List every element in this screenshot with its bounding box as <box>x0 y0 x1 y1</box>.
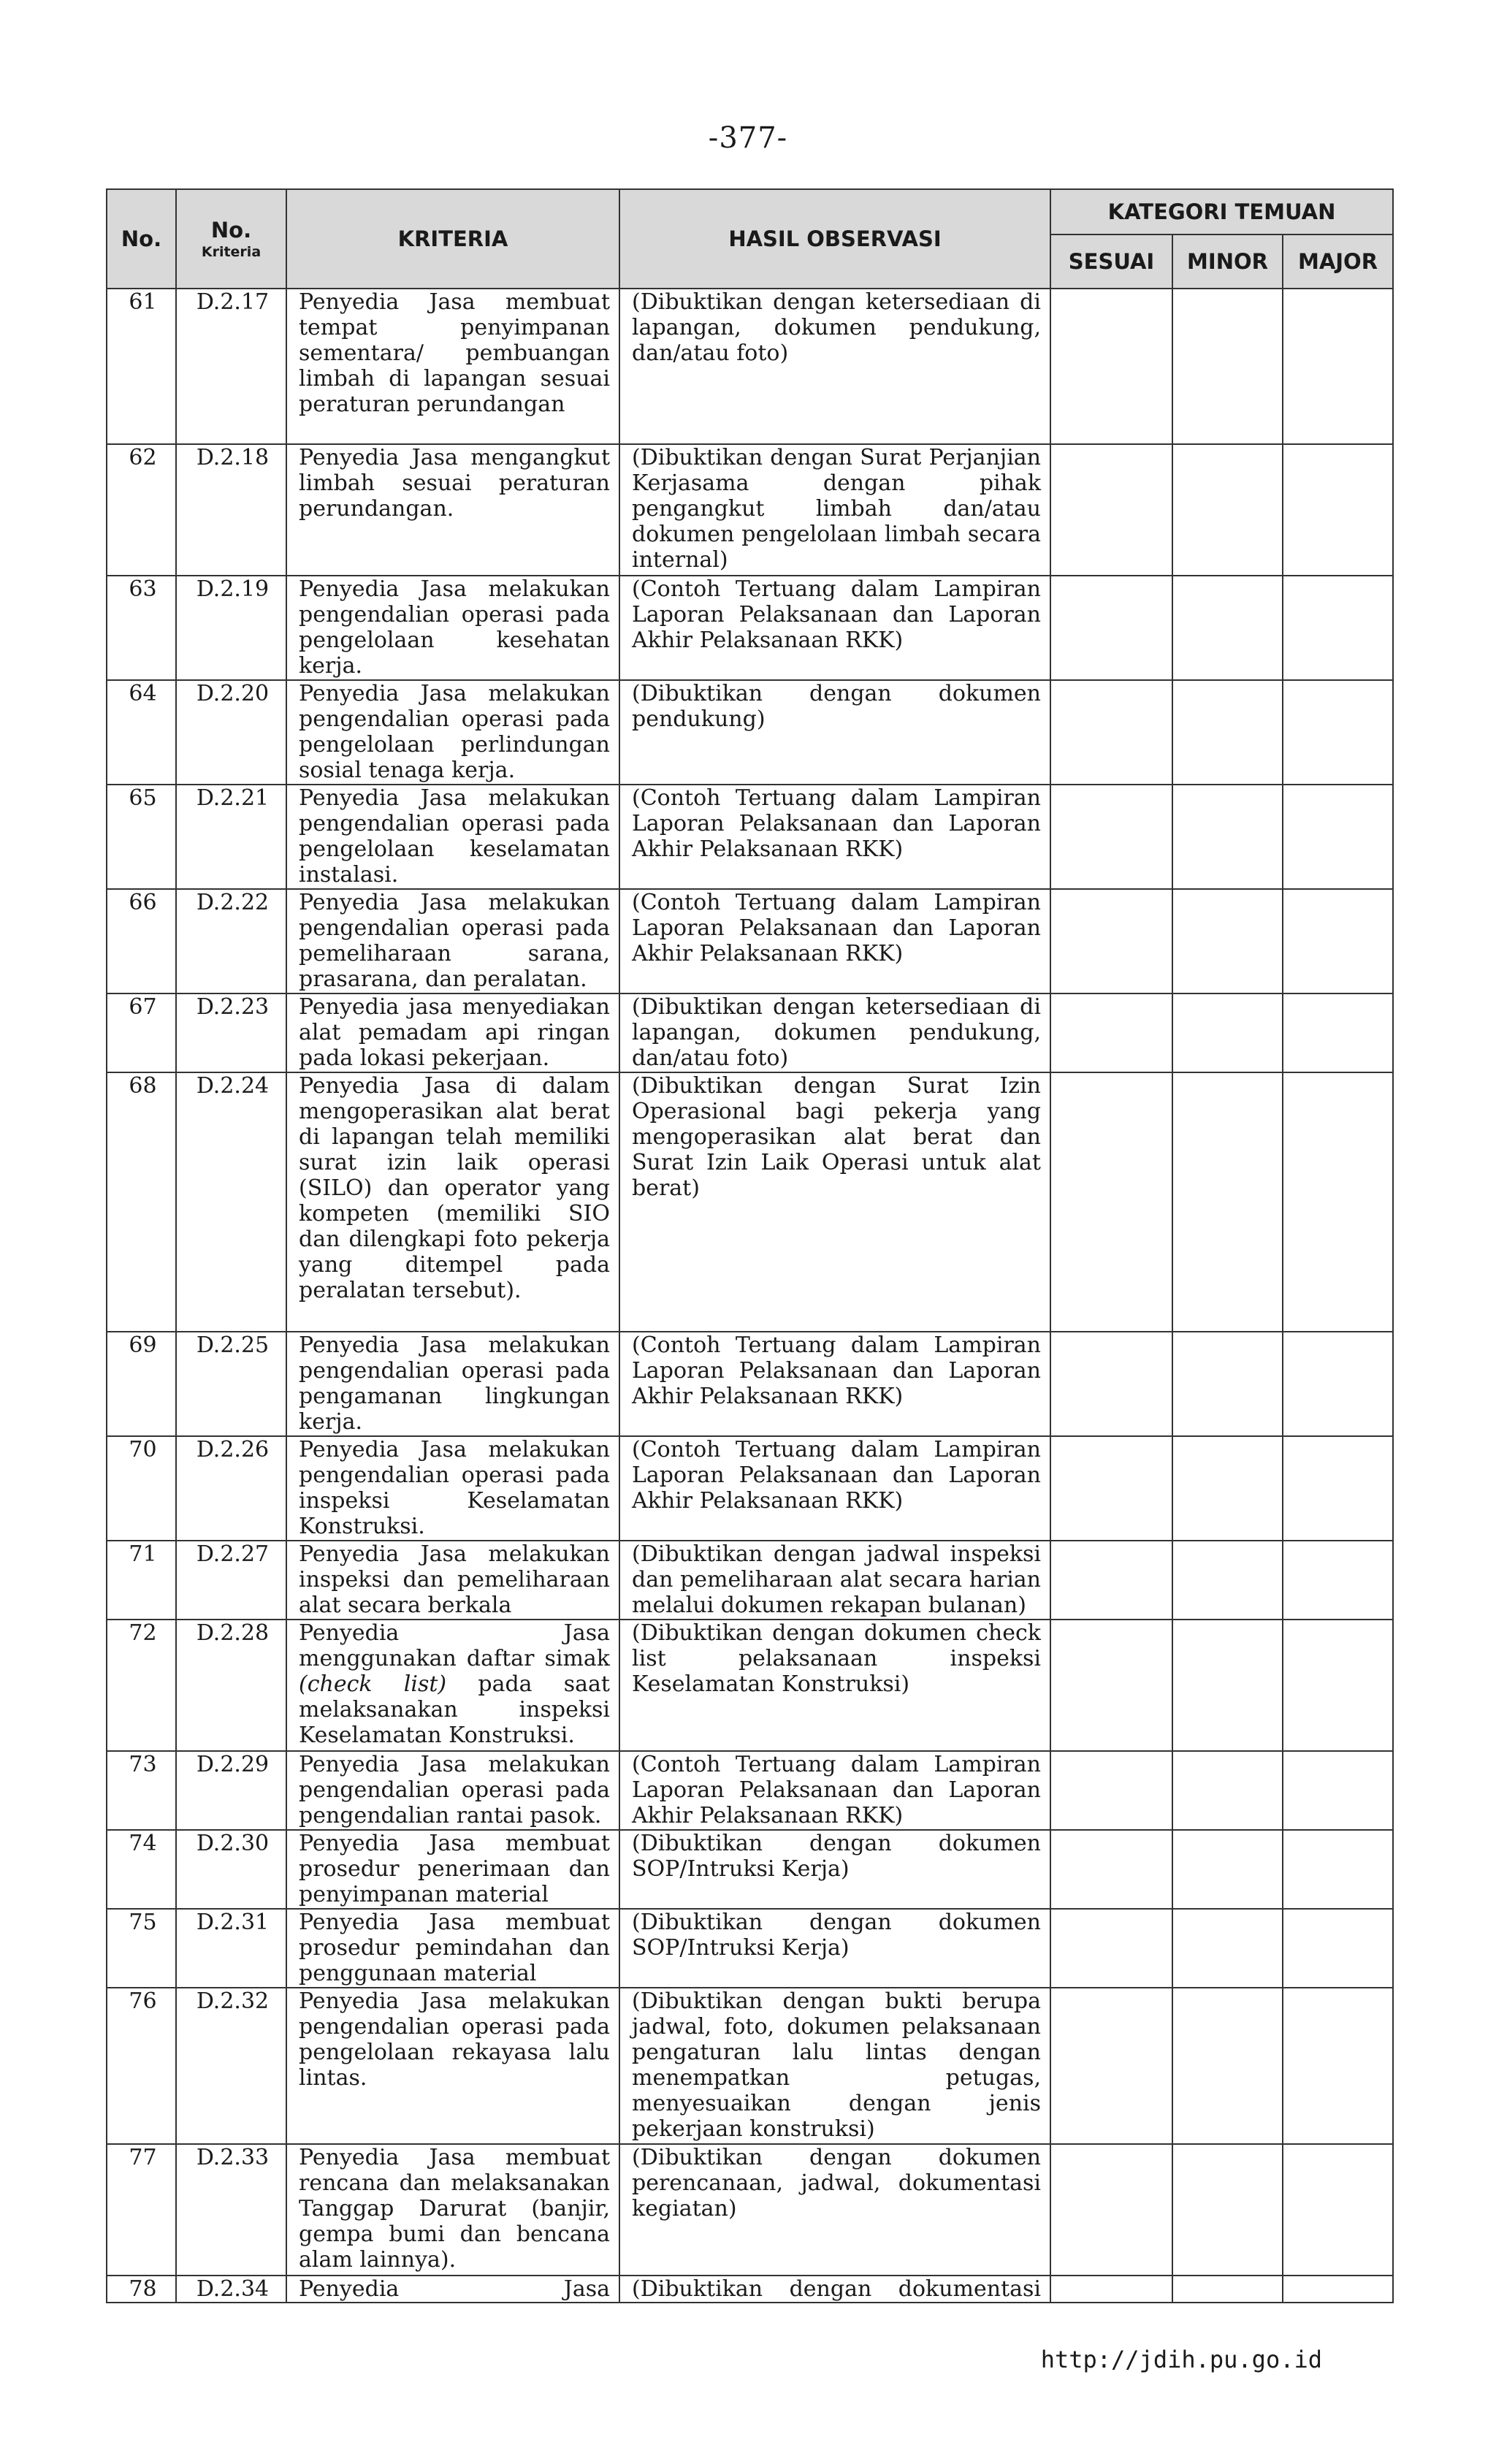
row-code: D.2.27 <box>176 1541 286 1620</box>
row-hasil: (Dibuktikan dengan ketersediaan di lapangan, dokumen pendukung, dan/atau foto) <box>619 993 1050 1072</box>
cell-sesuai[interactable] <box>1050 889 1172 993</box>
cell-minor[interactable] <box>1172 1541 1283 1620</box>
row-kriteria: Penyedia jasa menyediakan alat pemadam api ringan pada lokasi pekerjaan. <box>286 993 619 1072</box>
cell-minor[interactable] <box>1172 1830 1283 1909</box>
table-row <box>107 1072 1393 1332</box>
row-no: 73 <box>107 1751 176 1830</box>
table-row <box>107 576 1393 680</box>
cell-major[interactable] <box>1283 1436 1393 1541</box>
cell-sesuai[interactable] <box>1050 993 1172 1072</box>
header-minor: MINOR <box>1172 234 1283 289</box>
row-no: 65 <box>107 785 176 889</box>
row-kriteria: Penyedia Jasa melakukan pengendalian operasi pada pengelolaan rekayasa lalu lintas. <box>286 1988 619 2144</box>
row-code: D.2.22 <box>176 889 286 993</box>
row-no: 68 <box>107 1072 176 1332</box>
kriteria-text-em: (check list) <box>299 1671 447 1697</box>
row-kriteria <box>286 1620 619 1751</box>
table-row <box>107 1332 1393 1436</box>
cell-minor[interactable] <box>1172 785 1283 889</box>
table-row <box>107 444 1393 576</box>
cell-sesuai[interactable] <box>1050 1830 1172 1909</box>
cell-major[interactable] <box>1283 1332 1393 1436</box>
row-hasil: (Contoh Tertuang dalam Lampiran Laporan Pelaksanaan dan Laporan Akhir Pelaksanaan RKK) <box>619 576 1050 680</box>
row-kriteria: Penyedia Jasa membuat prosedur penerimaan dan penyimpanan material <box>286 1830 619 1909</box>
header-no-kriteria <box>176 189 286 289</box>
cell-sesuai[interactable] <box>1050 1620 1172 1751</box>
row-code: D.2.18 <box>176 444 286 576</box>
row-hasil: (Dibuktikan dengan dokumen SOP/Intruksi Kerja) <box>619 1830 1050 1909</box>
cell-major[interactable] <box>1283 1620 1393 1751</box>
cell-sesuai[interactable] <box>1050 1541 1172 1620</box>
table-row <box>107 889 1393 993</box>
cell-minor[interactable] <box>1172 993 1283 1072</box>
header-kriteria: KRITERIA <box>286 189 619 289</box>
table-row <box>107 1830 1393 1909</box>
cell-sesuai[interactable] <box>1050 2144 1172 2276</box>
row-hasil: (Dibuktikan dengan dokumen SOP/Intruksi Kerja) <box>619 1909 1050 1988</box>
row-no: 70 <box>107 1436 176 1541</box>
header-no: No. <box>107 189 176 289</box>
cell-minor[interactable] <box>1172 680 1283 785</box>
cell-major[interactable] <box>1283 1072 1393 1332</box>
row-code: D.2.20 <box>176 680 286 785</box>
cell-major[interactable] <box>1283 289 1393 444</box>
kriteria-text-pre: Penyedia Jasa menggunakan daftar simak <box>299 1620 610 1671</box>
criteria-table <box>106 188 1394 2303</box>
row-no: 74 <box>107 1830 176 1909</box>
row-kriteria: Penyedia Jasa <box>286 2276 619 2303</box>
table-row <box>107 1909 1393 1988</box>
row-hasil: (Dibuktikan dengan dokumen perencanaan, jadwal, dokumentasi kegiatan) <box>619 2144 1050 2276</box>
row-code: D.2.31 <box>176 1909 286 1988</box>
row-hasil: (Contoh Tertuang dalam Lampiran Laporan Pelaksanaan dan Laporan Akhir Pelaksanaan RKK) <box>619 1436 1050 1541</box>
row-kriteria: Penyedia Jasa mengangkut limbah sesuai peraturan perundangan. <box>286 444 619 576</box>
cell-minor[interactable] <box>1172 1072 1283 1332</box>
header-kategori-temuan: KATEGORI TEMUAN <box>1050 189 1393 234</box>
row-code: D.2.33 <box>176 2144 286 2276</box>
kriteria-text-post: pada saat melaksanakan inspeksi Keselamatan Konstruksi. <box>299 1671 610 1748</box>
row-kriteria: Penyedia Jasa membuat rencana dan melaksanakan Tanggap Darurat (banjir, gempa bumi dan bencana alam lainnya). <box>286 2144 619 2276</box>
table-row <box>107 289 1393 444</box>
table-row <box>107 2144 1393 2276</box>
cell-minor[interactable] <box>1172 2144 1283 2276</box>
table-row <box>107 785 1393 889</box>
cell-minor[interactable] <box>1172 1751 1283 1830</box>
cell-sesuai[interactable] <box>1050 1909 1172 1988</box>
cell-sesuai[interactable] <box>1050 1988 1172 2144</box>
row-kriteria: Penyedia Jasa melakukan pengendalian operasi pada pengelolaan kesehatan kerja. <box>286 576 619 680</box>
cell-major[interactable] <box>1283 993 1393 1072</box>
cell-major[interactable] <box>1283 1751 1393 1830</box>
table-row <box>107 1751 1393 1830</box>
table-row <box>107 1541 1393 1620</box>
cell-major[interactable] <box>1283 1988 1393 2144</box>
header-major: MAJOR <box>1283 234 1393 289</box>
row-hasil: (Contoh Tertuang dalam Lampiran Laporan Pelaksanaan dan Laporan Akhir Pelaksanaan RKK) <box>619 785 1050 889</box>
row-hasil: (Dibuktikan dengan dokumen pendukung) <box>619 680 1050 785</box>
header-no-kriteria-sub: Kriteria <box>201 244 262 260</box>
cell-minor[interactable] <box>1172 889 1283 993</box>
cell-major[interactable] <box>1283 680 1393 785</box>
row-hasil: (Dibuktikan dengan bukti berupa jadwal, foto, dokumen pelaksanaan pengaturan lalu lintas dengan menempatkan petugas, menyesuaikan dengan jenis pekerjaan konstruksi) <box>619 1988 1050 2144</box>
table-row <box>107 1988 1393 2144</box>
cell-minor[interactable] <box>1172 1909 1283 1988</box>
cell-minor[interactable] <box>1172 1620 1283 1751</box>
row-kriteria: Penyedia Jasa melakukan pengendalian operasi pada pengelolaan keselamatan instalasi. <box>286 785 619 889</box>
cell-sesuai[interactable] <box>1050 680 1172 785</box>
cell-minor[interactable] <box>1172 1988 1283 2144</box>
cell-sesuai[interactable] <box>1050 785 1172 889</box>
row-no: 62 <box>107 444 176 576</box>
row-hasil: (Contoh Tertuang dalam Lampiran Laporan Pelaksanaan dan Laporan Akhir Pelaksanaan RKK) <box>619 1332 1050 1436</box>
row-no: 76 <box>107 1988 176 2144</box>
row-code: D.2.24 <box>176 1072 286 1332</box>
cell-major[interactable] <box>1283 1909 1393 1988</box>
cell-major[interactable] <box>1283 1541 1393 1620</box>
cell-sesuai[interactable] <box>1050 444 1172 576</box>
page-number: -377- <box>708 121 788 155</box>
header-sesuai: SESUAI <box>1050 234 1172 289</box>
row-code: D.2.28 <box>176 1620 286 1751</box>
row-no: 77 <box>107 2144 176 2276</box>
header-no-kriteria-label: No. <box>210 218 252 243</box>
row-no: 66 <box>107 889 176 993</box>
cell-sesuai[interactable] <box>1050 1072 1172 1332</box>
header-hasil-observasi: HASIL OBSERVASI <box>619 189 1050 289</box>
row-kriteria: Penyedia Jasa melakukan pengendalian operasi pada inspeksi Keselamatan Konstruksi. <box>286 1436 619 1541</box>
table-row <box>107 680 1393 785</box>
cell-major[interactable] <box>1283 1830 1393 1909</box>
row-hasil: (Contoh Tertuang dalam Lampiran Laporan Pelaksanaan dan Laporan Akhir Pelaksanaan RKK) <box>619 889 1050 993</box>
row-no: 67 <box>107 993 176 1072</box>
row-code: D.2.26 <box>176 1436 286 1541</box>
row-code: D.2.23 <box>176 993 286 1072</box>
cell-sesuai[interactable] <box>1050 1436 1172 1541</box>
cell-minor[interactable] <box>1172 289 1283 444</box>
row-no: 75 <box>107 1909 176 1988</box>
cell-minor[interactable] <box>1172 444 1283 576</box>
row-kriteria: Penyedia Jasa melakukan inspeksi dan pemeliharaan alat secara berkala <box>286 1541 619 1620</box>
cell-sesuai[interactable] <box>1050 1332 1172 1436</box>
row-hasil: (Dibuktikan dengan dokumen check list pelaksanaan inspeksi Keselamatan Konstruksi) <box>619 1620 1050 1751</box>
row-code: D.2.21 <box>176 785 286 889</box>
cell-minor[interactable] <box>1172 1436 1283 1541</box>
table-row <box>107 1620 1393 1751</box>
cell-major[interactable] <box>1283 889 1393 993</box>
cell-minor[interactable] <box>1172 576 1283 680</box>
row-hasil: (Dibuktikan dengan jadwal inspeksi dan pemeliharaan alat secara harian melalui dokumen rekapan bulanan) <box>619 1541 1050 1620</box>
cell-major[interactable] <box>1283 2144 1393 2276</box>
cell-sesuai[interactable] <box>1050 289 1172 444</box>
row-hasil: (Dibuktikan dengan Surat Perjanjian Kerjasama dengan pihak pengangkut limbah dan/atau dokumen pengelolaan limbah secara internal) <box>619 444 1050 576</box>
cell-major[interactable] <box>1283 785 1393 889</box>
row-no: 72 <box>107 1620 176 1751</box>
row-hasil: (Dibuktikan dengan dokumentasi <box>619 2276 1050 2303</box>
row-code: D.2.34 <box>176 2276 286 2303</box>
cell-major[interactable] <box>1283 2276 1393 2303</box>
row-kriteria: Penyedia Jasa melakukan pengendalian operasi pada pengamanan lingkungan kerja. <box>286 1332 619 1436</box>
cell-sesuai[interactable] <box>1050 1751 1172 1830</box>
table-row <box>107 1436 1393 1541</box>
row-kriteria: Penyedia Jasa di dalam mengoperasikan alat berat di lapangan telah memiliki surat izin laik operasi (SILO) dan operator yang kompeten (memiliki SIO dan dilengkapi foto pekerja yang ditempel pada peralatan tersebut). <box>286 1072 619 1332</box>
row-no: 64 <box>107 680 176 785</box>
row-hasil: (Dibuktikan dengan Surat Izin Operasional bagi pekerja yang mengoperasikan alat berat dan Surat Izin Laik Operasi untuk alat berat) <box>619 1072 1050 1332</box>
footer-url[interactable]: http://jdih.pu.go.id <box>1040 2346 1322 2373</box>
cell-minor[interactable] <box>1172 2276 1283 2303</box>
row-no: 78 <box>107 2276 176 2303</box>
row-kriteria: Penyedia Jasa melakukan pengendalian operasi pada pengendalian rantai pasok. <box>286 1751 619 1830</box>
row-hasil: (Contoh Tertuang dalam Lampiran Laporan Pelaksanaan dan Laporan Akhir Pelaksanaan RKK) <box>619 1751 1050 1830</box>
row-kriteria: Penyedia Jasa melakukan pengendalian operasi pada pemeliharaan sarana, prasarana, dan peralatan. <box>286 889 619 993</box>
row-hasil: (Dibuktikan dengan ketersediaan di lapangan, dokumen pendukung, dan/atau foto) <box>619 289 1050 444</box>
cell-sesuai[interactable] <box>1050 2276 1172 2303</box>
row-kriteria: Penyedia Jasa membuat tempat penyimpanan sementara/ pembuangan limbah di lapangan sesuai peraturan perundangan <box>286 289 619 444</box>
row-code: D.2.32 <box>176 1988 286 2144</box>
cell-major[interactable] <box>1283 576 1393 680</box>
cell-minor[interactable] <box>1172 1332 1283 1436</box>
table-row <box>107 993 1393 1072</box>
row-code: D.2.25 <box>176 1332 286 1436</box>
cell-sesuai[interactable] <box>1050 576 1172 680</box>
cell-major[interactable] <box>1283 444 1393 576</box>
table-row <box>107 2276 1393 2303</box>
row-kriteria: Penyedia Jasa membuat prosedur pemindahan dan penggunaan material <box>286 1909 619 1988</box>
row-code: D.2.29 <box>176 1751 286 1830</box>
row-code: D.2.19 <box>176 576 286 680</box>
row-kriteria: Penyedia Jasa melakukan pengendalian operasi pada pengelolaan perlindungan sosial tenaga kerja. <box>286 680 619 785</box>
row-no: 69 <box>107 1332 176 1436</box>
row-no: 63 <box>107 576 176 680</box>
row-code: D.2.30 <box>176 1830 286 1909</box>
row-no: 61 <box>107 289 176 444</box>
row-no: 71 <box>107 1541 176 1620</box>
row-code: D.2.17 <box>176 289 286 444</box>
